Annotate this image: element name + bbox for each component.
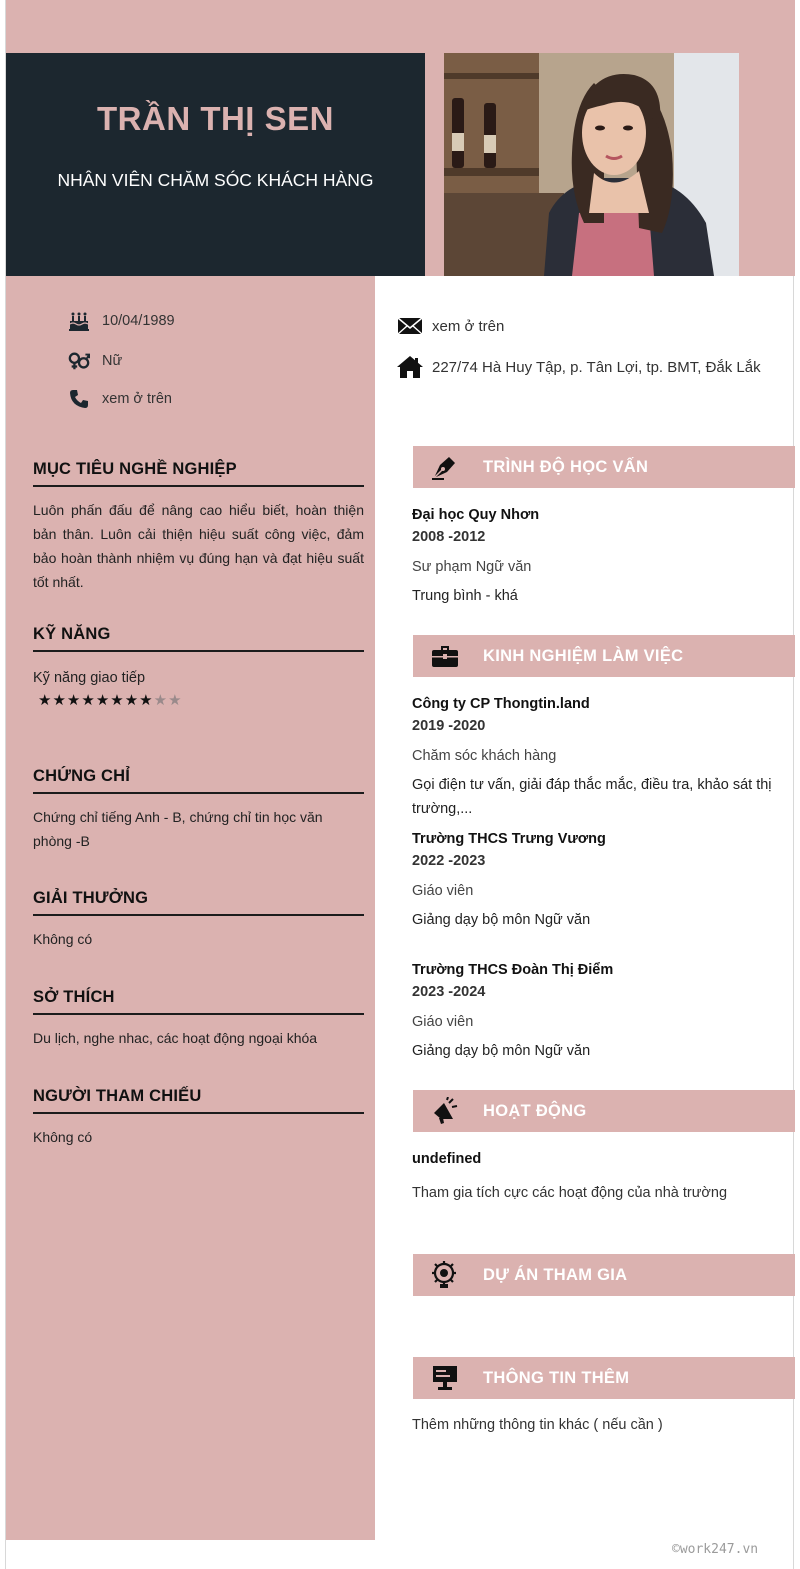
hobbies-section [33,988,364,1050]
gender-value: Nữ [102,353,123,369]
envelope-icon [396,313,424,339]
rating-star-icon: ★ [38,692,52,709]
rating-star-icon: ★ [52,692,66,709]
education-time: 2008 -2012 [412,529,486,545]
education-header [413,446,795,488]
email-value: xem ở trên [432,317,505,335]
rating-star-icon: ★ [124,692,139,709]
hobbies-title: SỞ THÍCH [33,988,364,1015]
skills-title: KỸ NĂNG [33,625,364,652]
megaphone-icon [429,1095,461,1127]
experience-item [412,696,792,821]
job-title: NHÂN VIÊN CHĂM SÓC KHÁCH HÀNG [57,170,374,190]
objective-title: MỤC TIÊU NGHỀ NGHIỆP [33,460,364,487]
experience-time: 2023 -2024 [412,984,486,1000]
home-icon [396,354,424,380]
experience-item [412,962,792,1063]
education-school: Đại học Quy Nhơn [412,507,540,523]
pen-nib-icon [429,451,461,483]
skill-rating [33,692,364,710]
activity-desc: Tham gia tích cực các hoạt động của nhà trường [412,1185,728,1201]
email-row [396,313,504,339]
monitor-icon [429,1362,461,1394]
activity-org: undefined [412,1151,482,1167]
rating-star-icon: ★ [110,692,124,709]
experience-item [412,831,792,932]
experience-time: 2019 -2020 [412,718,486,734]
experience-header [413,635,795,677]
rating-star-icon: ★ [66,692,81,709]
watermark: ©work247.vn [672,1542,759,1557]
rating-star-icon: ★ [81,692,95,709]
experience-time: 2022 -2023 [412,853,486,869]
awards-text: Không có [33,931,93,947]
awards-title: GIẢI THƯỞNG [33,889,364,916]
experience-position: Giáo viên [412,1014,474,1030]
experience-position: Giáo viên [412,883,474,899]
experience-title: KINH NGHIỆM LÀM VIỆC [483,646,684,665]
lightbulb-gear-icon [429,1259,461,1291]
references-text: Không có [33,1129,93,1145]
extra-text: Thêm những thông tin khác ( nếu cần ) [412,1417,663,1433]
hobbies-text: Du lịch, nghe nhac, các hoạt động ngoại khóa [33,1030,318,1046]
address-value: 227/74 Hà Huy Tập, p. Tân Lợi, tp. BMT, Đắk Lắk [432,358,761,376]
phone-icon [68,388,90,410]
objective-text: Luôn phấn đấu để nâng cao hiểu biết, hoàn thiện bản thân. Luôn cải thiện hiệu suất công việc, đảm bảo hoàn thành nhiệm vụ đúng hạn và đạt hiệu suất tốt nhất. [33,502,364,590]
objective-section [33,460,364,594]
education-title: TRÌNH ĐỘ HỌC VẤN [483,457,649,476]
cv-page [5,0,794,1569]
candidate-name: TRẦN THỊ SEN [97,100,334,137]
experience-desc: Giảng dạy bộ môn Ngữ văn [412,912,591,928]
experience-position: Chăm sóc khách hàng [412,748,557,764]
experience-desc: Gọi điện tư vấn, giải đáp thắc mắc, điều tra, khảo sát thị trường,... [412,777,772,817]
address-row [396,354,761,380]
rating-star-icon: ★ [153,692,168,709]
references-title: NGƯỜI THAM CHIẾU [33,1087,364,1114]
certificates-section [33,767,364,853]
name-box [6,53,425,276]
phone-value: xem ở trên [102,391,172,407]
rating-star-icon: ★ [139,692,153,709]
rating-star-icon: ★ [168,692,182,709]
activities-header [413,1090,795,1132]
education-major: Sư phạm Ngữ văn [412,559,532,575]
education-item [412,507,792,608]
rating-star-icon: ★ [95,692,110,709]
extra-title: THÔNG TIN THÊM [483,1368,630,1387]
experience-org: Trường THCS Trưng Vương [412,831,606,847]
extra-header [413,1357,795,1399]
gender-row [68,350,122,372]
experience-org: Trường THCS Đoàn Thị Điểm [412,962,614,978]
skill-name: Kỹ năng giao tiếp [33,670,146,686]
education-grade: Trung bình - khá [412,588,518,604]
activity-item [412,1151,792,1205]
projects-title: DỰ ÁN THAM GIA [483,1265,628,1284]
birthday-cake-icon [68,310,90,332]
gender-icon [68,350,90,372]
references-section [33,1087,364,1149]
profile-photo [444,53,739,276]
phone-row [68,388,172,410]
awards-section [33,889,364,951]
experience-org: Công ty CP Thongtin.land [412,696,590,712]
certificates-title: CHỨNG CHỈ [33,767,364,794]
birthday-row [68,310,175,332]
skills-section [33,625,364,710]
projects-header [413,1254,795,1296]
activities-title: HOẠT ĐỘNG [483,1101,587,1120]
experience-desc: Giảng dạy bộ môn Ngữ văn [412,1043,591,1059]
briefcase-icon [429,640,461,672]
certificates-text: Chứng chỉ tiếng Anh - B, chứng chỉ tin học văn phòng -B [33,809,323,849]
birthday-value: 10/04/1989 [102,313,175,329]
